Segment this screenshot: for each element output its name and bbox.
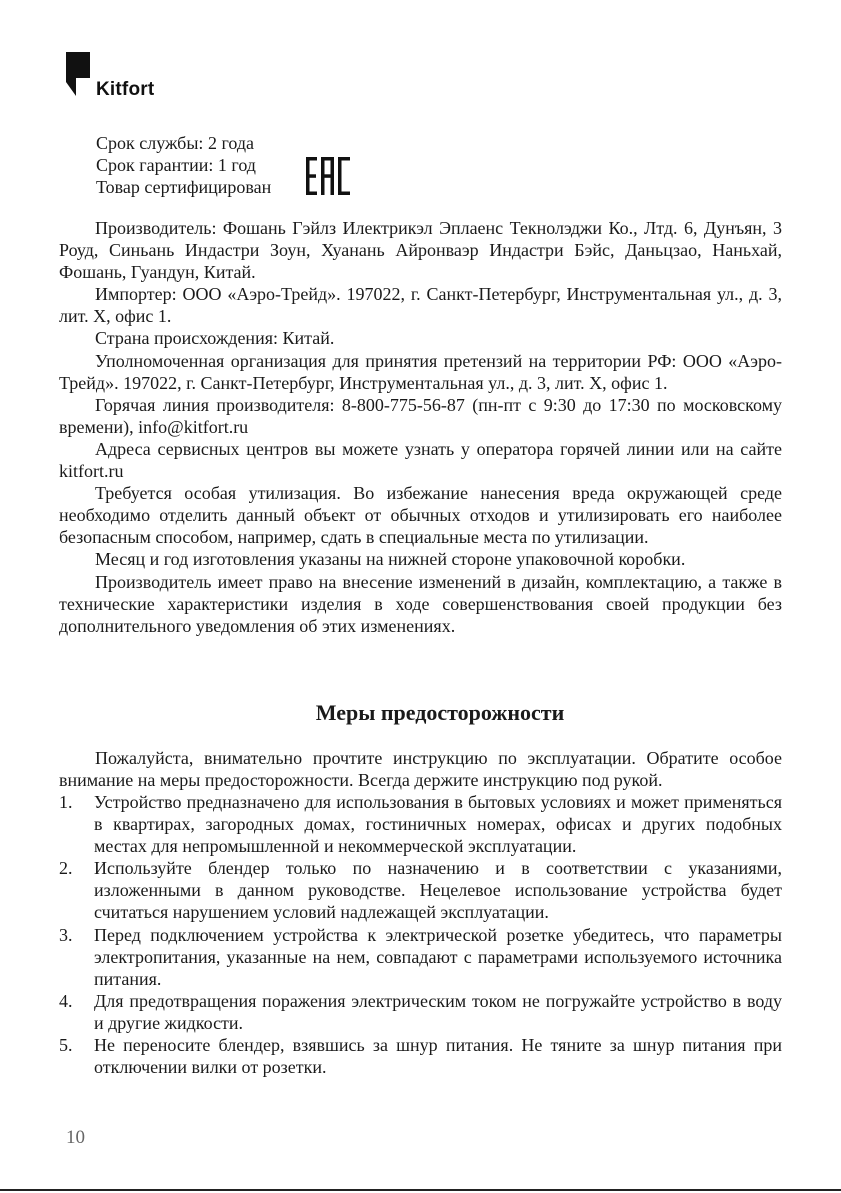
manufacturer-paragraph: Производитель: Фошань Гэйлз Илектрикэл Эплаенс Текнолэджи Ко., Лтд. 6, Дунъян, 3 Роуд, Синьань Индастри Зоун, Хуанань Айронваэр Индастри Бэйс, Даньцзао, Наньхай, Фошань, Гуандун, Китай. [59,218,782,283]
brand-logo [66,52,166,100]
list-item-text: Не переносите блендер, взявшись за шнур питания. Не тяните за шнур питания при отключении вилки от розетки. [94,1035,782,1078]
kitfort-logo-icon [66,52,94,98]
hotline-paragraph: Горячая линия производителя: 8-800-775-56-87 (пн-пт с 9:30 до 17:30 по московскому времени), info@kitfort.ru [59,394,782,437]
list-item-text: Перед подключением устройства к электрической розетке убедитесь, что параметры электропитания, указанные на нем, совпадают с параметрами используемого источника питания. [94,924,782,989]
list-item-number: 2. [59,858,73,879]
brand-name: Kitfort [96,79,155,100]
safety-list [59,791,782,1078]
list-item-text: Устройство предназначено для использования в бытовых условиях и может применяться в квартирах, загородных домах, гостиничных номерах, офисах и других подобных местах для непромышленной и некоммерческой эксплуатации. [94,792,782,857]
list-item-text: Используйте блендер только по назначению и в соответствии с указаниями, изложенными в данном руководстве. Нецелевое использование устройства будет считаться нарушением условий надлежащей эксплуатации. [94,858,782,923]
list-item-number: 1. [59,792,73,812]
bottom-divider [0,1189,841,1191]
list-item-number: 3. [59,924,73,945]
section-title: Меры предосторожности [315,700,565,725]
importer-paragraph: Импортер: ООО «Аэро-Трейд». 197022, г. Санкт-Петербург, Инструментальная ул., д. 3, лит. Х, офис 1. [59,284,782,327]
manufacture-date-paragraph: Месяц и год изготовления указаны на нижней стороне упаковочной коробки. [95,549,686,570]
page-number: 10 [66,1127,85,1148]
list-item [59,1034,782,1078]
list-item [59,857,782,923]
safety-intro-text: Пожалуйста, внимательно прочтите инструкцию по эксплуатации. Обратите особое внимание на меры предосторожности. Всегда держите инструкцию под рукой. [59,748,782,791]
eac-certification-icon [305,155,351,197]
list-item [59,990,782,1034]
service-centers-paragraph: Адреса сервисных центров вы можете узнать у оператора горячей линии или на сайте kitfort.ru [59,438,782,482]
safety-intro [59,747,782,791]
manufacturer-info [59,217,782,637]
origin-paragraph: Страна происхождения: Китай. [95,328,335,349]
service-life: Срок службы: 2 года [96,133,255,153]
list-item-number: 4. [59,990,73,1011]
list-item [59,791,782,857]
list-item-number: 5. [59,1035,73,1056]
disposal-paragraph: Требуется особая утилизация. Во избежание нанесения вреда окружающей среде необходимо отделить данный объект от обычных отходов и утилизировать его наиболее безопасным способом, например, сдать в специальные места по утилизации. [59,483,782,548]
certification-note: Товар сертифицирован [96,177,272,197]
changes-paragraph: Производитель имеет право на внесение изменений в дизайн, комплектацию, а также в технические характеристики изделия в ходе совершенствования своей продукции без дополнительного уведомления об этих изменениях. [59,571,782,636]
authorized-org-paragraph: Уполномоченная организация для принятия претензий на территории РФ: ООО «Аэро-Трейд». 197022, г. Санкт-Петербург, Инструментальная ул., д. 3, лит. Х, офис 1. [59,350,782,393]
list-item-text: Для предотвращения поражения электрическим током не погружайте устройство в воду и другие жидкости. [94,990,782,1033]
warranty-period: Срок гарантии: 1 год [96,155,256,175]
list-item [59,924,782,990]
product-meta [96,132,271,198]
